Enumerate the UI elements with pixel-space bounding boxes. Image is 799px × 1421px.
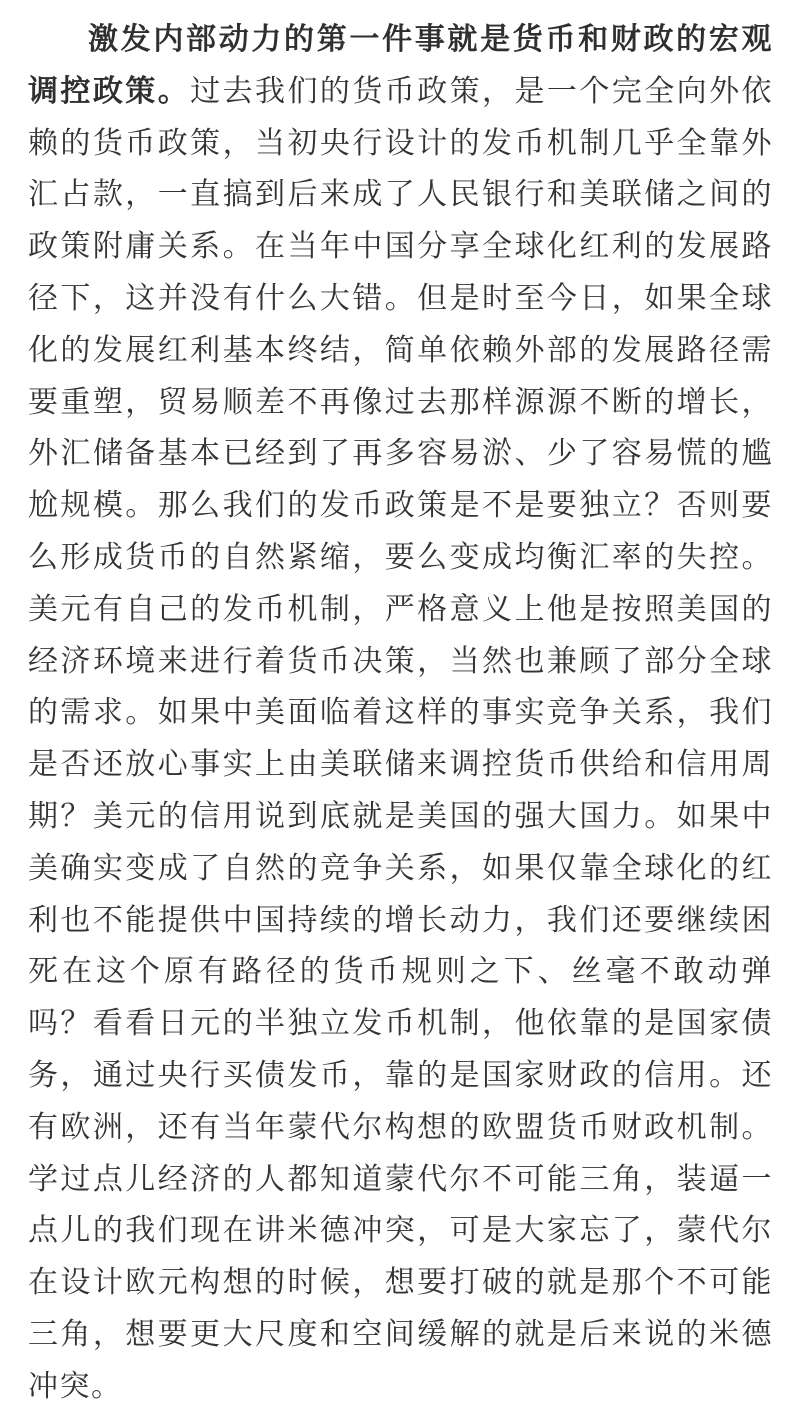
body-text: 过去我们的货币政策，是一个完全向外依赖的货币政策，当初央行设计的发币机制几乎全靠外汇占款，一直搞到后来成了人民银行和美联储之间的政策附庸关系。在当年中国分享全球化红利的发展路径下，这并没有什么大错。但是时至今日，如果全球化的发展红利基本终结，简单依赖外部的发展路径需要重塑，贸易顺差不再像过去那样源源不断的增长，外汇储备基本已经到了再多容易淤、少了容易慌的尴尬规模。那么我们的发币政策是不是要独立？否则要么形成货币的自然紧缩，要么变成均衡汇率的失控。美元有自己的发币机制，严格意义上他是按照美国的经济环境来进行着货币决策，当然也兼顾了部分全球的需求。如果中美面临着这样的事实竞争关系，我们是否还放心事实上由美联储来调控货币供给和信用周期？美元的信用说到底就是美国的强大国力。如果中美确实变成了自然的竞争关系，如果仅靠全球化的红利也不能提供中国持续的增长动力，我们还要继续困死在这个原有路径的货币规则之下、丝毫不敢动弹吗？看看日元的半独立发币机制，他依靠的是国家债务，通过央行买债发币，靠的是国家财政的信用。还有欧洲，还有当年蒙代尔构想的欧盟货币财政机制。学过点儿经济的人都知道蒙代尔不可能三角，装逼一点儿的我们现在讲米德冲突，可是大家忘了，蒙代尔在设计欧元构想的时候，想要打破的就是那个不可能三角，想要更大尺度和空间缓解的就是后来说的米德冲突。 <box>28 73 774 1404</box>
article-paragraph <box>28 14 773 1413</box>
lead-sentence: 激发内部动力的第一件事就是货币和财政的宏观调控政策。 <box>28 22 773 109</box>
